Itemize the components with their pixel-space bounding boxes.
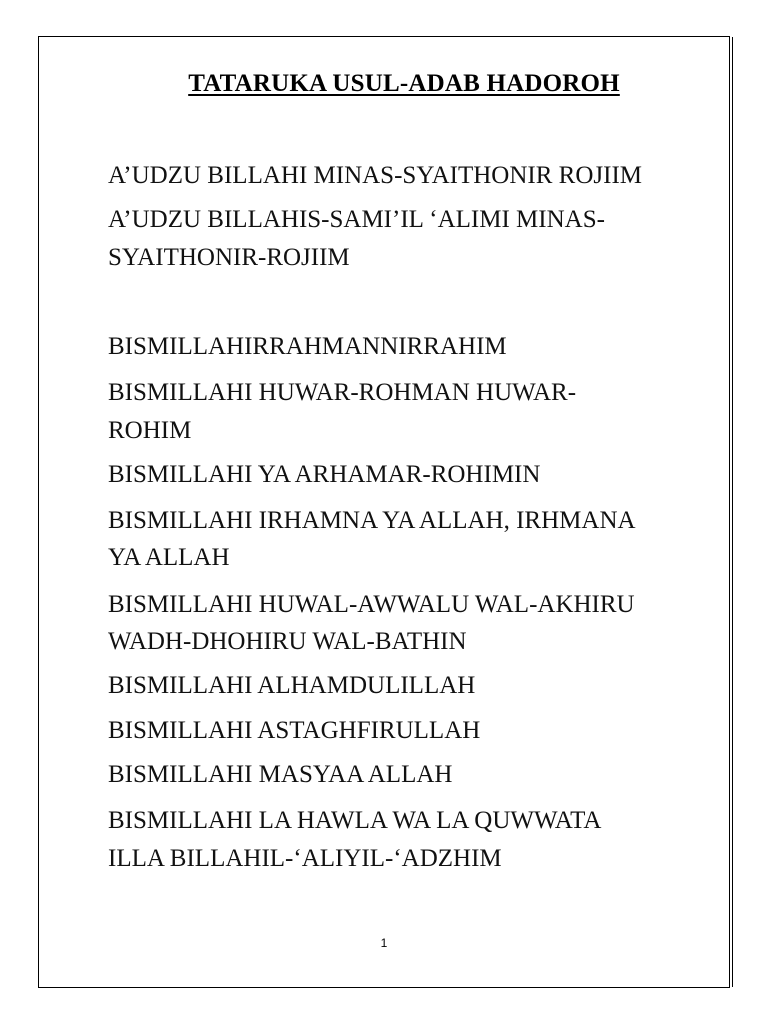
text-line: ILLA BILLAHIL-‘ALIYIL-‘ADZHIM [108, 845, 502, 872]
text-line: ROHIM [108, 417, 192, 444]
text-line: BISMILLAHI MASYAA ALLAH [108, 761, 453, 788]
text-line: BISMILLAHI ALHAMDULILLAH [108, 672, 476, 699]
text-line: BISMILLAHI LA HAWLA WA LA QUWWATA [108, 807, 602, 834]
text-line: A’UDZU BILLAHI MINAS-SYAITHONIR ROJIIM [108, 162, 642, 189]
text-line: A’UDZU BILLAHIS-SAMI’IL ‘ALIMI MINAS- [108, 206, 605, 233]
document-title: TATARUKA USUL-ADAB HADOROH [188, 70, 620, 97]
text-line: BISMILLAHI IRHAMNA YA ALLAH, IRHMANA [108, 507, 636, 534]
text-line: WADH-DHOHIRU WAL-BATHIN [108, 628, 467, 655]
text-line: BISMILLAHI YA ARHAMAR-ROHIMIN [108, 461, 541, 488]
text-line: BISMILLAHIRRAHMANNIRRAHIM [108, 333, 507, 360]
text-line: BISMILLAHI HUWAL-AWWALU WAL-AKHIRU [108, 591, 635, 618]
text-line: BISMILLAHI HUWAR-ROHMAN HUWAR- [108, 379, 577, 406]
text-line: YA ALLAH [108, 544, 230, 571]
page-number: 1 [380, 936, 388, 950]
text-line: SYAITHONIR-ROJIIM [108, 244, 350, 271]
text-line: BISMILLAHI ASTAGHFIRULLAH [108, 717, 481, 744]
